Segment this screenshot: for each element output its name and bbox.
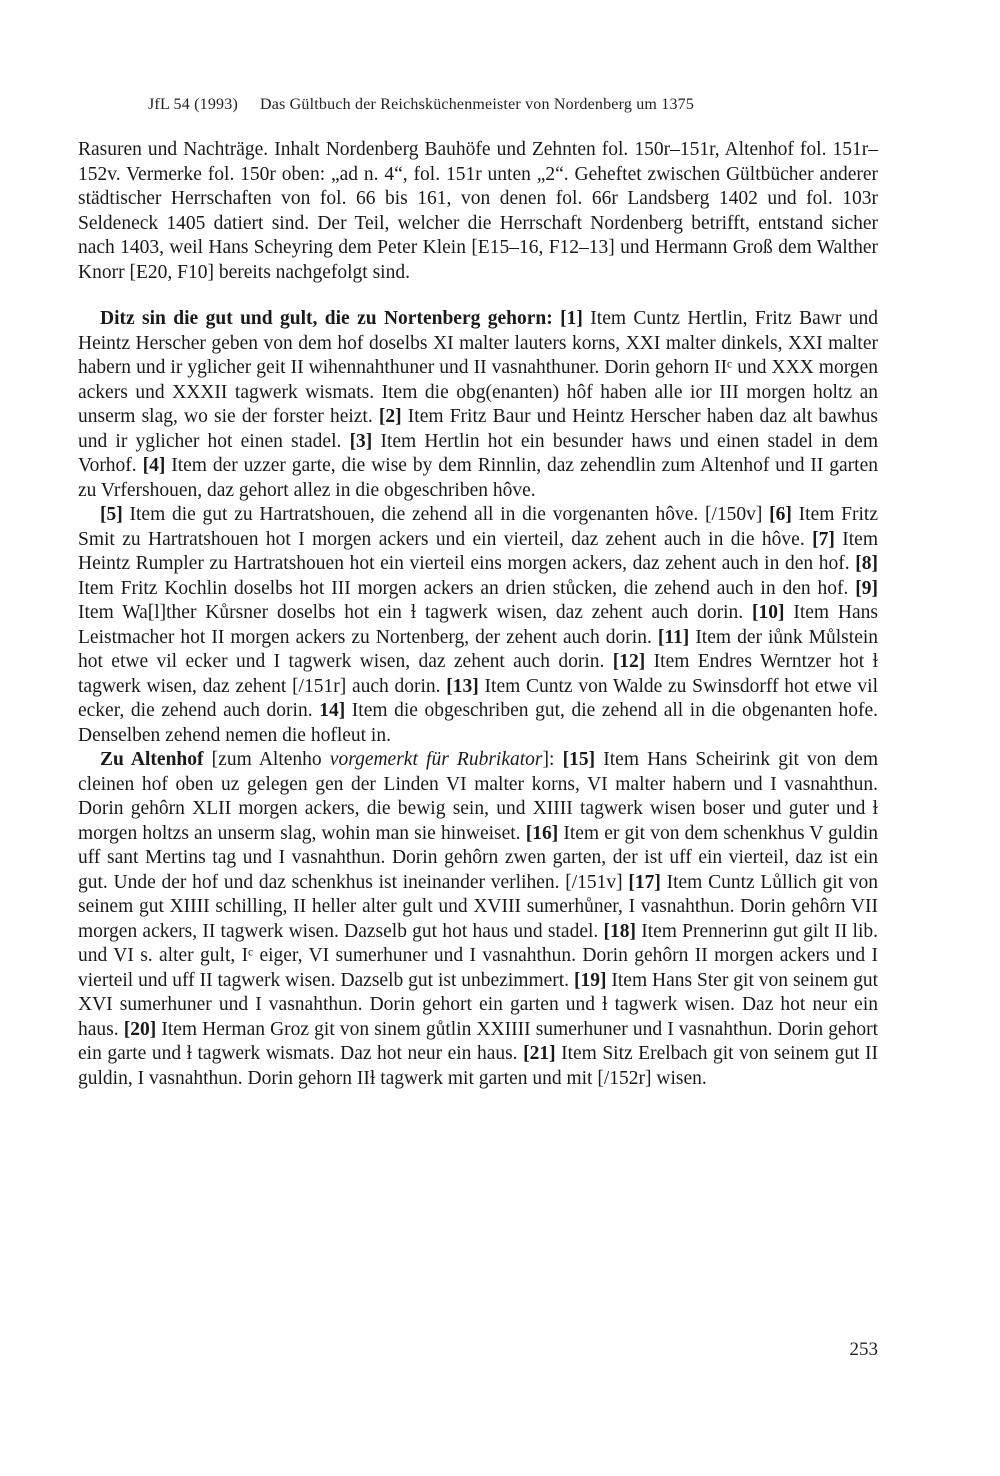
- editorial-bracket-open: [zum Altenho: [203, 749, 330, 770]
- item-text: Item Hertlin hot ein besunder haws und einen stadel in dem Vorhof.: [78, 430, 879, 476]
- item-number: [15]: [562, 749, 596, 770]
- item-text: Item Hans Leistmacher hot II morgen ackers zu Nortenberg, der zehent auch dorin.: [78, 602, 878, 648]
- item-text: Item Heintz Rumpler zu Hartratshouen hot ein vierteil eins morgen ackers, daz zehent auch in den hof.: [78, 528, 879, 574]
- item-number: [8]: [855, 553, 878, 574]
- item-text: Item die gut zu Hartratshouen, die zehend all in die vorgenanten hôve. [/150v]: [122, 504, 763, 525]
- item-number: [16]: [525, 822, 559, 844]
- item-number: [9]: [855, 577, 879, 599]
- item-text: Item Hans Scheirink git von dem cleinen hof oben uz gelegen gen der Linden VI malter korns, VI malter habern und I vasnahthun. Dorin gehôrn XLII morgen ackers, die bewig sein, und XIIII tagwerk wisen boser und guter und ɫ morgen holtzs an unserm slag, wohin man sie hinweiset.: [78, 749, 878, 844]
- item-number: [11]: [657, 626, 690, 648]
- item-number: [1]: [560, 308, 583, 329]
- editorial-note: vorgemerkt für Rubrikator: [329, 749, 543, 770]
- item-text: Item Endres Werntzer hot ɫ tagwerk wisen, daz zehent [/151r] auch dorin.: [78, 651, 878, 697]
- item-text: Item Fritz Kochlin doselbs hot III morgen ackers an drien stůcken, die zehend auch in den hof.: [78, 577, 849, 599]
- paragraph-hartratshouen: [78, 503, 878, 748]
- item-text: Item Sitz Erelbach git von seinem gut II guldin, I vasnahthun. Dorin gehorn IIɫ tagwerk mit garten und mit [/152r] wisen.: [78, 1043, 878, 1089]
- paragraph-nortenberg: [78, 307, 878, 503]
- item-number: [2]: [378, 406, 402, 427]
- item-number: 14]: [319, 700, 346, 721]
- item-text: Item er git von dem schenkhus V guldin uff sant Mertins tag und I vasnahthun. Dorin gehôrn zwen garten, der ist uff ein vierteil, daz ist ein gut. Unde der hof und daz schenkhus ist ineinander verlihen. [/151v]: [78, 822, 879, 893]
- item-number: [20]: [123, 1018, 157, 1040]
- item-number: [4]: [142, 455, 166, 476]
- item-text: Item Fritz Smit zu Hartratshouen hot I morgen ackers und ein vierteil, daz zehent auch in die hôve.: [78, 504, 878, 550]
- item-text: Item Hans Ster git von seinem gut XVI sumerhuner und I vasnahthun. Dorin gehort ein garten und ɫ tagwerk wisen. Daz hot neur ein haus.: [78, 969, 879, 1040]
- item-number: [10]: [752, 602, 785, 623]
- item-text: Item Cuntz Hertlin, Fritz Bawr und Heintz Herscher geben von dem hof doselbs XI malter lauters korns, XXI malter dinkels, XXI malter habern und ir yglicher geit II wihennahthuner und II vasnahthuner. Dorin gehorn IIᶜ und XXX morgen ackers und XXXII tagwerk wismats. Item die obg(enanten) hôf haben alle ior III morgen holtz an unserm slag, wo sie der forster heizt.: [78, 308, 878, 427]
- item-number: [6]: [769, 504, 792, 525]
- journal-reference: JfL 54 (1993): [148, 96, 238, 113]
- item-number: [12]: [612, 651, 646, 672]
- item-number: [7]: [812, 528, 835, 550]
- item-text: Item der iůnk Můlstein hot etwe vil ecker und I tagwerk wisen, daz zehent auch dorin.: [78, 626, 879, 672]
- section-heading-altenhof: Zu Altenhof: [100, 749, 204, 770]
- item-number: [17]: [628, 871, 661, 893]
- item-number: [5]: [100, 504, 123, 525]
- editorial-bracket-close: ]:: [542, 749, 563, 770]
- running-header: [148, 96, 694, 114]
- item-text: Item Wa[l]ther Kůrsner doselbs hot ein ɫ tagwerk wisen, daz zehent auch dorin.: [78, 602, 744, 623]
- item-text: Item Cuntz von Walde zu Swinsdorff hot etwe vil ecker, die zehend auch dorin.: [78, 675, 878, 721]
- intro-paragraph: Rasuren und Nachträge. Inhalt Nordenberg Bauhöfe und Zehnten fol. 150r–151r, Altenhof fol. 151r–152v. Vermerke fol. 150r oben: „ad n. 4“, fol. 151r unten „2“. Geheftet zwischen Gültbücher anderer städtischer Herrschaften von fol. 66 bis 161, von denen fol. 66r Landsberg 1402 und fol. 103r Seldeneck 1405 datiert sind. Der Teil, welcher die Herrschaft Nordenberg betrifft, entstand sicher nach 1403, weil Hans Scheyring dem Peter Klein [E15–16, F12–13] und Hermann Groß dem Walther Knorr [E20, F10] bereits nachgefolgt sind.: [78, 139, 878, 283]
- body-text: [78, 138, 878, 1091]
- item-text: Item Prennerinn gut gilt II lib. und VI s. alter gult, Iᶜ eiger, VI sumerhuner und I vasnahthun. Dorin gehôrn II morgen ackers und I vierteil und uff II tagwerk wisen. Dazselb gut ist unbezimmert.: [78, 920, 878, 991]
- item-text: Item die obgeschriben gut, die zehend all in die obgenanten hofe. Denselben zehend nemen die hofleut in.: [78, 700, 879, 746]
- item-number: [21]: [523, 1043, 556, 1064]
- item-text: Item Cuntz Lůllich git von seinem gut XIIII schilling, II heller alter gult und XVIII sumerhůner, I vasnahthun. Dorin gehôrn VII morgen ackers, II tagwerk wisen. Dazselb gut hot haus und stadel.: [78, 871, 879, 942]
- item-number: [18]: [603, 920, 636, 942]
- article-title: Das Gültbuch der Reichsküchenmeister von Nordenberg um 1375: [260, 96, 695, 113]
- paragraph-altenhof: [78, 748, 878, 1091]
- page-number: 253: [849, 1339, 878, 1360]
- item-number: [13]: [446, 675, 479, 697]
- item-number: [3]: [349, 430, 373, 452]
- item-text: Item Fritz Baur und Heintz Herscher haben daz alt bawhus und ir yglicher hot einen stadel.: [78, 406, 879, 452]
- item-text: Item Herman Groz git von sinem gůtlin XXIIII sumerhuner und I vasnahthun. Dorin gehort ein garte und ɫ tagwerk wismats. Daz hot neur ein haus.: [78, 1018, 879, 1064]
- item-text: Item der uzzer garte, die wise by dem Rinnlin, daz zehendlin zum Altenhof und II garten zu Vrfershouen, daz gehort allez in die obgeschriben hôve.: [78, 455, 878, 501]
- section-heading-nortenberg: Ditz sin die gut und gult, die zu Nortenberg gehorn:: [100, 308, 553, 329]
- item-number: [19]: [573, 969, 607, 991]
